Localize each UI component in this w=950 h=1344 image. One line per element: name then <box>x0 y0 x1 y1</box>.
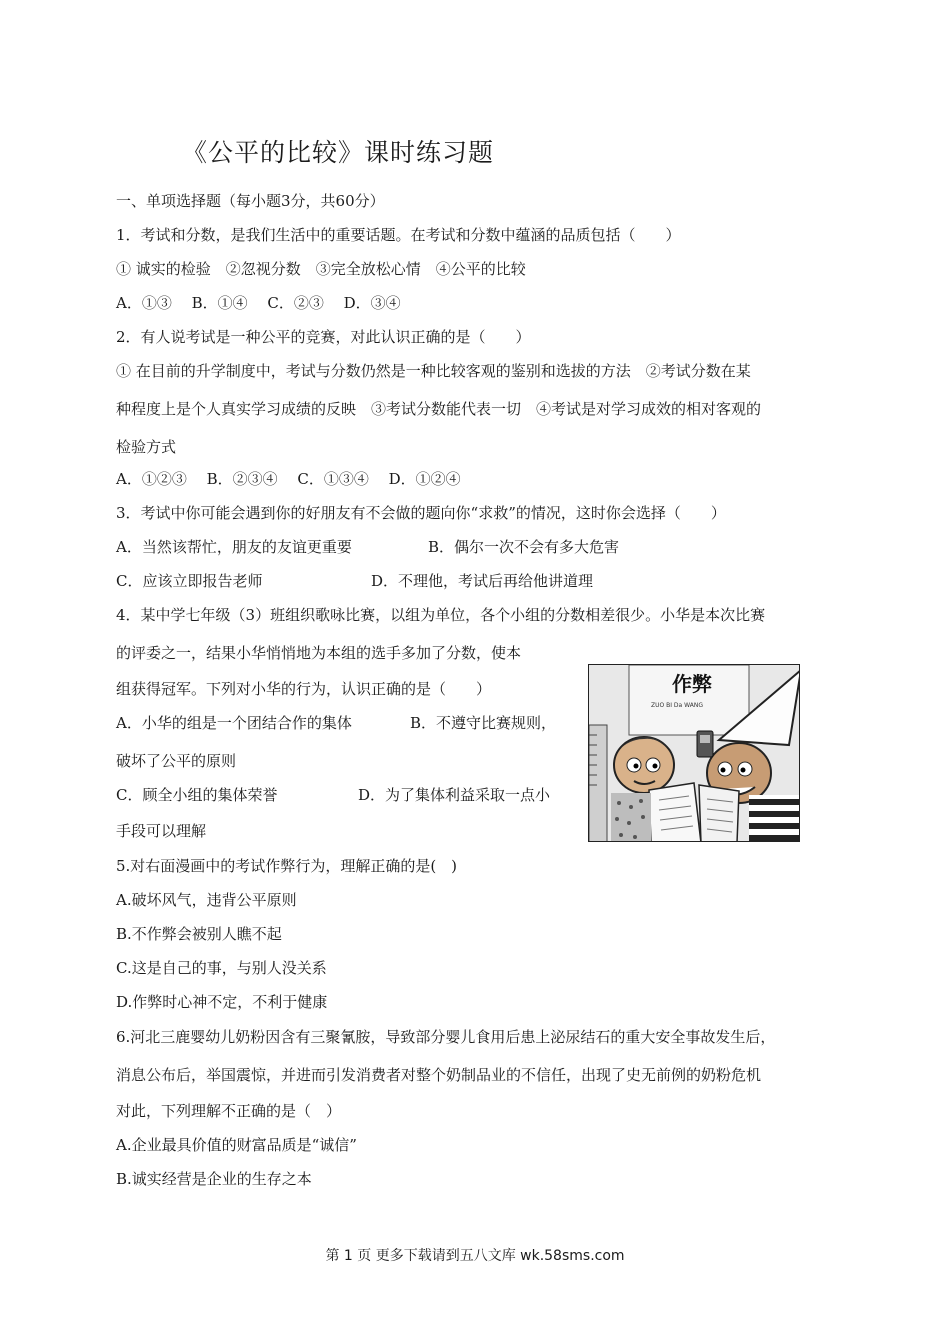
q3-option-a: A．当然该帮忙，朋友的友谊更重要 <box>116 538 352 556</box>
q2-items-line1: ① 在目前的升学制度中，考试与分数仍然是一种比较客观的鉴别和选拔的方法 ②考试分数在某 <box>116 362 751 380</box>
q2-options: A．①②③ B．②③④ C．①③④ D．①②④ <box>116 470 461 488</box>
q6-stem-line3: 对此，下列理解不正确的是（ ） <box>116 1102 342 1120</box>
q4-option-d-continued: 手段可以理解 <box>116 822 207 840</box>
q3-option-b: B．偶尔一次不会有多大危害 <box>428 538 620 556</box>
q4-stem-line2: 的评委之一，结果小华悄悄地为本组的选手多加了分数，使本 <box>116 644 522 662</box>
q3-option-d: D．不理他，考试后再给他讲道理 <box>371 572 594 590</box>
q5-option-b: B.不作弊会被别人瞧不起 <box>116 925 282 943</box>
cheating-cartoon-image <box>588 664 800 842</box>
q5-option-c: C.这是自己的事，与别人没关系 <box>116 959 327 977</box>
q5-option-d: D.作弊时心神不定，不利于健康 <box>116 993 328 1011</box>
q5-stem: 5.对右面漫画中的考试作弊行为，理解正确的是( ) <box>116 857 458 875</box>
q2-items-line2: 种程度上是个人真实学习成绩的反映 ③考试分数能代表一切 ④考试是对学习成效的相对客观的 <box>116 400 762 418</box>
q5-option-a: A.破坏风气，违背公平原则 <box>116 891 297 909</box>
q4-option-a: A．小华的组是一个团结合作的集体 <box>116 714 352 732</box>
q1-options: A．①③ B．①④ C．②③ D．③④ <box>116 294 401 312</box>
cartoon-caption: 作弊 <box>672 672 712 696</box>
q6-stem-line1: 6.河北三鹿婴幼儿奶粉因含有三聚氰胺，导致部分婴儿食用后患上泌尿结石的重大安全事故发生后， <box>116 1028 776 1046</box>
q2-items-line3: 检验方式 <box>116 438 177 456</box>
q3-stem: 3．考试中你可能会遇到你的好朋友有不会做的题向你“求救”的情况，这时你会选择（ ） <box>116 504 726 522</box>
q6-stem-line2: 消息公布后，举国震惊，并进而引发消费者对整个奶制品业的不信任，出现了史无前例的奶粉危机 <box>116 1066 762 1084</box>
q6-option-b: B.诚实经营是企业的生存之本 <box>116 1170 312 1188</box>
q6-option-a: A.企业最具价值的财富品质是“诚信” <box>116 1136 357 1154</box>
q4-option-b: B．不遵守比赛规则， <box>410 714 557 732</box>
page-title: 《公平的比较》课时练习题 <box>182 138 495 167</box>
q1-stem: 1．考试和分数，是我们生活中的重要话题。在考试和分数中蕴涵的品质包括（ ） <box>116 226 681 244</box>
q4-option-c: C．顾全小组的集体荣誉 <box>116 786 278 804</box>
q4-option-b-continued: 破坏了公平的原则 <box>116 752 237 770</box>
q1-items: ① 诚实的检验 ②忽视分数 ③完全放松心情 ④公平的比较 <box>116 260 526 278</box>
q4-option-d: D．为了集体利益采取一点小 <box>358 786 551 804</box>
q4-stem-line3: 组获得冠军。下列对小华的行为，认识正确的是（ ） <box>116 680 492 698</box>
q3-option-c: C．应该立即报告老师 <box>116 572 263 590</box>
section-heading: 一、单项选择题（每小题3分，共60分） <box>116 192 385 210</box>
page-footer: 第 1 页 更多下载请到五八文库 wk.58sms.com <box>325 1248 625 1264</box>
q4-stem-line1: 4．某中学七年级（3）班组织歌咏比赛，以组为单位，各个小组的分数相差很少。小华是本次比赛 <box>116 606 766 624</box>
cartoon-subcaption: ZUO BI Da WANG <box>651 702 703 709</box>
q2-stem: 2．有人说考试是一种公平的竞赛，对此认识正确的是（ ） <box>116 328 531 346</box>
